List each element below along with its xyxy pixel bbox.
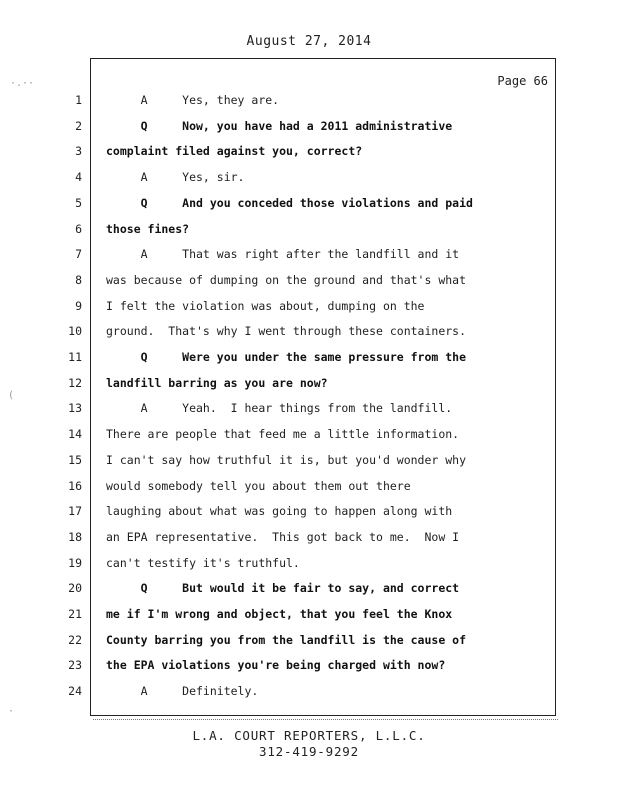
answer-line: A Definitely. [106,684,259,699]
question-line: Q Now, you have had a 2011 administrative [106,118,453,133]
answer-line: There are people that feed me a little information. [106,427,460,442]
line-number: 17 [68,504,82,519]
line-number: 6 [75,221,82,236]
line-number: 24 [68,684,82,699]
answer-line: A Yes, they are. [106,93,280,107]
answer-line: laughing about what was going to happen along with [106,504,453,519]
header-date: August 27, 2014 [246,34,372,49]
answer-line: I can't say how truthful it is, but you'd wonder why [106,452,467,467]
answer-line: ground. That's why I went through these containers. [106,324,467,339]
question-line: Q Were you under the same pressure from the [106,350,467,364]
line-number: 22 [68,632,82,647]
line-number: 23 [68,658,82,673]
question-line: the EPA violations you're being charged with now? [106,658,446,673]
line-number: 18 [68,529,82,544]
answer-line: can't testify it's truthful. [106,555,300,570]
line-number: 7 [75,247,82,262]
answer-line: A Yes, sir. [106,170,245,185]
answer-line: an EPA representative. This got back to me. Now I [106,529,460,544]
question-line: those fines? [106,221,190,236]
scan-speck: ·.·· [10,78,35,89]
answer-line: would somebody tell you about them out there [106,478,411,493]
line-number: 5 [75,195,82,210]
line-number: 1 [75,93,82,107]
line-number: 4 [75,170,82,185]
question-line: me if I'm wrong and object, that you feel the Knox [106,607,453,621]
answer-line: A Yeah. I hear things from the landfill. [106,401,453,416]
question-line: Q But would it be fair to say, and correct [106,581,460,596]
line-number: 21 [68,607,82,621]
line-number: 10 [68,324,82,339]
question-line: complaint filed against you, correct? [106,144,363,159]
footer-phone-number: 312-419-9292 [259,744,359,759]
scan-speck: · [8,706,15,717]
line-number: 12 [68,375,82,390]
question-line: landfill barring as you are now? [106,375,328,390]
line-number: 14 [68,427,82,442]
answer-line: A That was right after the landfill and it [106,247,460,262]
line-number: 19 [68,555,82,570]
line-number: 3 [75,144,82,159]
answer-line: I felt the violation was about, dumping on the [106,298,425,313]
line-number: 9 [75,298,82,313]
page-number: Page 66 [497,74,548,88]
answer-line: was because of dumping on the ground and that's what [106,272,467,287]
line-number: 8 [75,272,82,287]
line-number: 16 [68,478,82,493]
question-line: Q And you conceded those violations and paid [106,195,473,210]
question-line: County barring you from the landfill is the cause of [106,632,467,647]
line-number: 2 [75,118,82,133]
line-number: 11 [68,350,82,364]
line-number: 15 [68,452,82,467]
line-number: 13 [68,401,82,416]
scan-speck: ( [8,390,15,401]
footer-firm-name: L.A. COURT REPORTERS, L.L.C. [192,728,426,743]
line-number: 20 [68,581,82,596]
